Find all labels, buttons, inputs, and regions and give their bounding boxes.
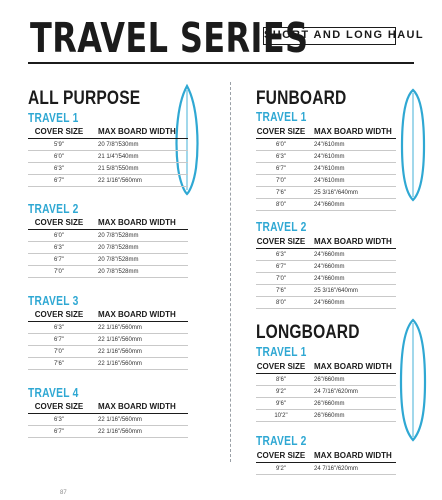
cell-width: 20 7/8"/528mm (90, 230, 188, 242)
table-row (28, 242, 188, 254)
table-row (28, 322, 188, 334)
cell-size: 6'7" (256, 163, 306, 175)
cell-width: 26"/660mm (306, 374, 396, 386)
section-heading-all-purpose: ALL PURPOSE (28, 88, 141, 109)
table-row (28, 266, 188, 278)
table-row (256, 273, 396, 285)
cell-size: 6'0" (28, 151, 90, 163)
spec-table-all-purpose-travel-1 (28, 124, 188, 187)
cell-size: 6'3" (28, 163, 90, 175)
longboard-illustration (399, 318, 427, 442)
group-label-travel-2: TRAVEL 2 (256, 434, 307, 448)
cell-width: 24"/660mm (306, 297, 396, 309)
cell-width: 21 1/4"/540mm (90, 151, 188, 163)
table-row (28, 139, 188, 151)
column-header-cover-size: COVER SIZE (256, 448, 306, 463)
cell-size: 6'3" (28, 242, 90, 254)
cell-size: 6'7" (28, 254, 90, 266)
cell-size: 8'0" (256, 199, 306, 211)
cell-width: 24"/660mm (306, 199, 396, 211)
column-header-cover-size: COVER SIZE (28, 399, 90, 414)
cell-width: 24 7/16"/620mm (306, 386, 396, 398)
cell-size: 7'0" (28, 266, 90, 278)
table-row (28, 414, 188, 426)
section-heading-longboard: LONGBOARD (256, 322, 360, 343)
column-header-cover-size: COVER SIZE (256, 234, 306, 249)
table-row (256, 374, 396, 386)
group-label-travel-2: TRAVEL 2 (256, 220, 307, 234)
section-heading-funboard: FUNBOARD (256, 88, 347, 109)
cell-width: 24"/660mm (306, 273, 396, 285)
table-row (256, 175, 396, 187)
page-title: TRAVEL SERIES (30, 14, 309, 62)
cell-size: 6'0" (256, 139, 306, 151)
cell-size: 6'3" (256, 151, 306, 163)
cell-width: 24"/610mm (306, 139, 396, 151)
table-row (256, 285, 396, 297)
cell-width: 21 5/8"/550mm (90, 163, 188, 175)
table-row (256, 463, 396, 475)
table-row (256, 386, 396, 398)
table-row (256, 297, 396, 309)
table-row (28, 163, 188, 175)
cell-width: 22 1/16"/560mm (90, 358, 188, 370)
cell-size: 7'6" (28, 358, 90, 370)
table-row (256, 151, 396, 163)
cell-width: 22 1/16"/560mm (90, 334, 188, 346)
cell-size: 9'2" (256, 463, 306, 475)
group-label-travel-1: TRAVEL 1 (256, 345, 307, 359)
cell-width: 24"/610mm (306, 175, 396, 187)
column-header-max-board-width: MAX BOARD WIDTH (90, 307, 188, 322)
spec-table-all-purpose-travel-3 (28, 307, 188, 370)
column-header-max-board-width: MAX BOARD WIDTH (90, 399, 188, 414)
group-label-travel-4: TRAVEL 4 (28, 386, 79, 400)
table-row (28, 254, 188, 266)
cell-size: 9'2" (256, 386, 306, 398)
cell-width: 22 1/16"/560mm (90, 426, 188, 438)
table-row (28, 426, 188, 438)
cell-size: 7'6" (256, 285, 306, 297)
cell-width: 24"/660mm (306, 261, 396, 273)
group-label-travel-1: TRAVEL 1 (256, 110, 307, 124)
table-row (256, 410, 396, 422)
cell-size: 7'6" (256, 187, 306, 199)
cell-size: 5'9" (28, 139, 90, 151)
page-number: 87 (60, 490, 67, 496)
column-header-max-board-width: MAX BOARD WIDTH (306, 359, 396, 374)
column-header-max-board-width: MAX BOARD WIDTH (90, 215, 188, 230)
cell-width: 22 1/16"/560mm (90, 346, 188, 358)
column-header-max-board-width: MAX BOARD WIDTH (306, 448, 396, 463)
cell-size: 6'7" (256, 261, 306, 273)
spec-table-longboard-travel-1 (256, 359, 396, 422)
cell-width: 22 1/16"/560mm (90, 175, 188, 187)
cell-size: 9'6" (256, 398, 306, 410)
table-row (256, 249, 396, 261)
tagline-badge: SHORT AND LONG HAUL (263, 27, 396, 45)
table-row (28, 175, 188, 187)
column-header-max-board-width: MAX BOARD WIDTH (90, 124, 188, 139)
cell-width: 25 3/16"/640mm (306, 187, 396, 199)
table-row (256, 398, 396, 410)
column-header-cover-size: COVER SIZE (256, 359, 306, 374)
column-header-cover-size: COVER SIZE (28, 307, 90, 322)
cell-width: 20 7/8"/528mm (90, 242, 188, 254)
cell-size: 6'7" (28, 175, 90, 187)
cell-width: 25 3/16"/640mm (306, 285, 396, 297)
cell-size: 8'0" (256, 297, 306, 309)
header-rule (28, 62, 414, 64)
table-row (28, 346, 188, 358)
cell-size: 7'0" (256, 175, 306, 187)
spec-table-all-purpose-travel-2 (28, 215, 188, 278)
table-row (28, 151, 188, 163)
table-row (256, 187, 396, 199)
cell-size: 7'0" (28, 346, 90, 358)
cell-size: 6'7" (28, 426, 90, 438)
spec-table-funboard-travel-1 (256, 124, 396, 211)
column-header-cover-size: COVER SIZE (28, 124, 90, 139)
cell-width: 20 7/8"/530mm (90, 139, 188, 151)
column-header-max-board-width: MAX BOARD WIDTH (306, 124, 396, 139)
cell-width: 20 7/8"/528mm (90, 266, 188, 278)
column-divider (230, 82, 231, 462)
cell-size: 6'3" (28, 322, 90, 334)
cell-size: 6'0" (28, 230, 90, 242)
table-row (28, 358, 188, 370)
cell-width: 24 7/16"/620mm (306, 463, 396, 475)
cell-width: 24"/610mm (306, 163, 396, 175)
column-header-max-board-width: MAX BOARD WIDTH (306, 234, 396, 249)
spec-table-funboard-travel-2 (256, 234, 396, 309)
cell-size: 10'2" (256, 410, 306, 422)
cell-width: 24"/610mm (306, 151, 396, 163)
cell-width: 22 1/16"/560mm (90, 322, 188, 334)
spec-table-longboard-travel-2 (256, 448, 396, 475)
group-label-travel-1: TRAVEL 1 (28, 111, 79, 125)
cell-size: 6'3" (256, 249, 306, 261)
cell-size: 8'6" (256, 374, 306, 386)
table-row (28, 334, 188, 346)
table-row (256, 163, 396, 175)
column-header-cover-size: COVER SIZE (28, 215, 90, 230)
cell-width: 26"/660mm (306, 410, 396, 422)
funboard-illustration (400, 88, 426, 202)
table-row (256, 261, 396, 273)
cell-size: 7'0" (256, 273, 306, 285)
spec-table-all-purpose-travel-4 (28, 399, 188, 438)
group-label-travel-2: TRAVEL 2 (28, 202, 79, 216)
table-row (28, 230, 188, 242)
group-label-travel-3: TRAVEL 3 (28, 294, 79, 308)
cell-size: 6'3" (28, 414, 90, 426)
cell-size: 6'7" (28, 334, 90, 346)
cell-width: 26"/660mm (306, 398, 396, 410)
table-row (256, 199, 396, 211)
cell-width: 20 7/8"/528mm (90, 254, 188, 266)
cell-width: 24"/660mm (306, 249, 396, 261)
cell-width: 22 1/16"/560mm (90, 414, 188, 426)
column-header-cover-size: COVER SIZE (256, 124, 306, 139)
table-row (256, 139, 396, 151)
